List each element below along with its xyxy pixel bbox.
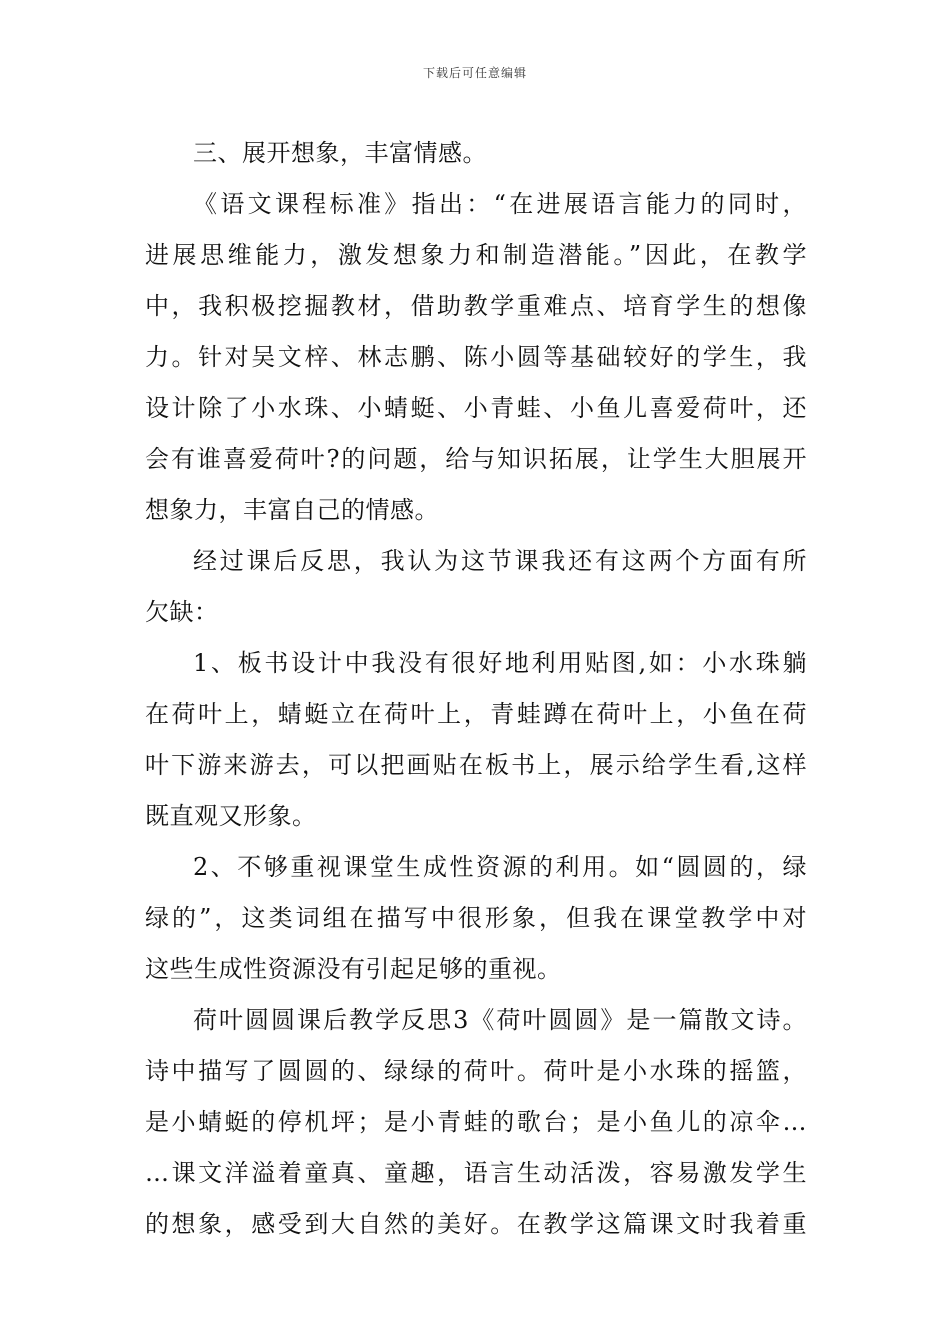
text-line: 的想象，感受到大自然的美好。在教学这篇课文时我着重 xyxy=(145,1210,807,1238)
document-body xyxy=(145,128,807,1250)
text-line: 在荷叶上，蜻蜓立在荷叶上，青蛙蹲在荷叶上，小鱼在荷 xyxy=(145,700,807,728)
text-line: 《语文课程标准》指出：“在进展语言能力的同时， xyxy=(193,190,807,218)
text-line: 设计除了小水珠、小蜻蜓、小青蛙、小鱼儿喜爱荷叶，还 xyxy=(145,394,807,422)
text-line: 经过课后反思，我认为这节课我还有这两个方面有所 xyxy=(193,547,807,575)
text-line: 进展思维能力，激发想象力和制造潜能。”因此，在教学 xyxy=(145,241,807,269)
text-line: 欠缺： xyxy=(145,598,219,626)
text-line: 三、展开想象，丰富情感。 xyxy=(193,139,487,167)
text-line: 叶下游来游去，可以把画贴在板书上，展示给学生看,这样 xyxy=(145,751,807,779)
text-line: 绿的”，这类词组在描写中很形象，但我在课堂教学中对 xyxy=(145,904,807,932)
text-line: 想象力，丰富自己的情感。 xyxy=(145,496,439,524)
text-line: 1、板书设计中我没有很好地利用贴图,如：小水珠躺 xyxy=(193,649,807,677)
text-line: 这些生成性资源没有引起足够的重视。 xyxy=(145,955,562,983)
page-header-note: 下载后可任意编辑 xyxy=(422,66,527,80)
text-line: 力。针对吴文梓、林志鹏、陈小圆等基础较好的学生，我 xyxy=(145,343,807,371)
text-line: 2、不够重视课堂生成性资源的利用。如“圆圆的，绿 xyxy=(193,853,807,881)
text-line: 是小蜻蜓的停机坪；是小青蛙的歌台；是小鱼儿的凉伞… xyxy=(145,1108,807,1136)
text-line: 诗中描写了圆圆的、绿绿的荷叶。荷叶是小水珠的摇篮， xyxy=(145,1057,807,1085)
text-line: 中，我积极挖掘教材，借助教学重难点、培育学生的想像 xyxy=(145,292,807,320)
text-line: 荷叶圆圆课后教学反思3《荷叶圆圆》是一篇散文诗。 xyxy=(193,1006,807,1034)
text-line: 既直观又形象。 xyxy=(145,802,317,830)
text-line: …课文洋溢着童真、童趣，语言生动活泼，容易激发学生 xyxy=(145,1159,807,1187)
text-line: 会有谁喜爱荷叶?的问题，给与知识拓展，让学生大胆展开 xyxy=(145,445,807,473)
